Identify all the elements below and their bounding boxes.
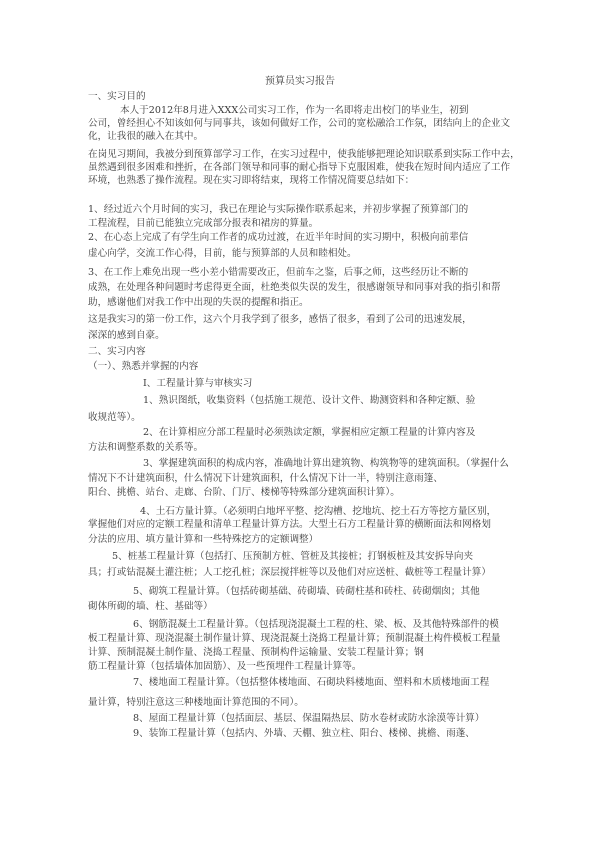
text-line: 阳台、挑檐、站台、走廊、台阶、门厅、楼梯等特殊部分建筑面积计算）。 (88, 487, 400, 498)
text-line: 深深的感到自豪。 (88, 330, 165, 341)
text-line: 具；打或钻混凝土灌注桩；人工挖孔桩；深层搅拌桩等以及他们对应送桩、截桩等工程量计算） (88, 567, 491, 578)
text-line: 一、实习目的 (88, 91, 146, 102)
text-line: 9、装饰工程量计算（包括内、外墙、天棚、独立柱、阳台、楼梯、挑檐、雨蓬、 (133, 728, 475, 739)
text-line: 3、在工作上难免出现一些小差小错需要改正，但前车之鉴，后事之师，这些经历让不断的 (88, 267, 469, 278)
text-line: 二、实习内容 (88, 346, 146, 357)
text-line: 本人于2012年8月进入XXX公司实习工作，作为一名即将走出校门的毕业生，初到 (120, 105, 469, 116)
text-line: 计算、预制混凝土制作量、浇捣工程量、预制构件运输量、安装工程量计算；钢 (88, 647, 424, 658)
text-line: 2、在计算相应分部工程量时必须熟读定额，掌握相应定额工程量的计算内容及 (143, 427, 476, 438)
text-line: 7、楼地面工程量计算。（包括整体楼地面、石砌块料楼地面、塑料和木质楼地面工程 (133, 677, 490, 688)
text-line: 在岗见习期间，我被分到预算部学习工作，在实习过程中，使我能够把理论知识联系到实际工作中去， (88, 149, 520, 160)
text-line: 1、经过近六个月时间的实习，我已在理论与实际操作联系起来，并初步掌握了预算部门的 (88, 204, 469, 215)
text-line: 掌握他们对应的定额工程量和清单工程量计算方法。大型土石方工程量计算的横断面法和网格划 (88, 519, 491, 530)
text-line: 3、掌握建筑面积的构成内容，准确地计算出建筑物、构筑物等的建筑面积。（掌握什么 (143, 458, 509, 469)
text-line: 筋工程量计算（包括墙体加固筋）、及一些预埋件工程量计算等。 (88, 661, 362, 672)
text-line: 4、土石方量计算。（必须明白地坪平整、挖沟槽、挖地坑、挖土石方等挖方量区别， (140, 506, 497, 517)
text-line: 分法的应用、填方量计算和一些特殊挖方的定额调整） (88, 534, 319, 545)
text-line: 2、在心态上完成了有学生向工作者的成功过渡，在近半年时间的实习期中，积极向前辈信 (88, 232, 469, 243)
text-line: 情况下不计建筑面积，什么情况下计建筑面积，什么情况下计一半，特别注意雨篷、 (88, 473, 443, 484)
text-line: 1、熟识图纸，收集资料（包括施工规范、设计文件、勘测资料和各种定额、验 (143, 395, 476, 406)
text-line: 收规范等）。 (88, 412, 141, 423)
text-line: 5、桩基工程量计算（包括打、压预制方桩、管桩及其接桩；打钢板桩及其安拆导向夹 (112, 551, 474, 562)
text-line: 化，让我很的融入在其中。 (88, 131, 204, 142)
text-line: 公司，曾经担心不知该如何与同事共，该如何做好工作，公司的宽松融洽工作氛，团结向上的企业文 (88, 118, 511, 129)
text-line: 助，感谢他们对我工作中出现的失误的提醒和指正。 (88, 297, 309, 308)
text-line: 环境，也熟悉了操作流程。现在实习即将结束，现将工作情况简要总结如下： (88, 175, 415, 186)
text-line: 成熟，在处理各种问题时考虑得更全面，杜绝类似失误的发生，很感谢领导和同事对我的指引和帮 (88, 282, 501, 293)
text-line: 8、屋面工程量计算（包括面层、基层、保温隔热层、防水卷材或防水涂漠等计算） (133, 713, 485, 724)
text-line: 6、钢筋混凝土工程量计算。（包括现浇混凝土工程的柱、梁、板、及其他特殊部件的模 (133, 619, 499, 630)
text-line: 这是我实习的第一份工作，这六个月我学到了很多，感悟了很多，看到了公司的迅速发展， (88, 314, 472, 325)
text-line: 板工程量计算、现浇混凝土制作量计算、现浇混凝土浇捣工程量计算；预制混凝土构件模板工程量 (88, 633, 501, 644)
text-line: 虚心向学，交流工作心得，目前，能与预算部的人员和睦相处。 (88, 248, 357, 259)
text-line: 方法和调整系数的关系等。 (88, 442, 204, 453)
document-title: 预算员实习报告 (265, 76, 335, 87)
text-line: 砌体所砌的墙、柱、基础等） (88, 601, 213, 612)
text-line: （一）、熟悉并掌握的内容 (88, 361, 199, 372)
text-line: 量计算，特别注意这三种楼地面计算范围的不同）。 (88, 697, 304, 708)
text-line: 工程流程，目前已能独立完成部分报表和裙房的算量。 (88, 218, 319, 229)
text-line: I、工程量计算与审核实习 (143, 378, 253, 389)
text-line: 虽然遇到很多困难和挫折，在各部门领导和同事的耐心指导下克服困难，使我在短时间内适应了工作 (88, 162, 511, 173)
text-line: 5、砌筑工程量计算。（包括砖砌基础、砖砌墙、砖砌柱基和砖柱、砖砌烟囱；其他 (133, 586, 480, 597)
